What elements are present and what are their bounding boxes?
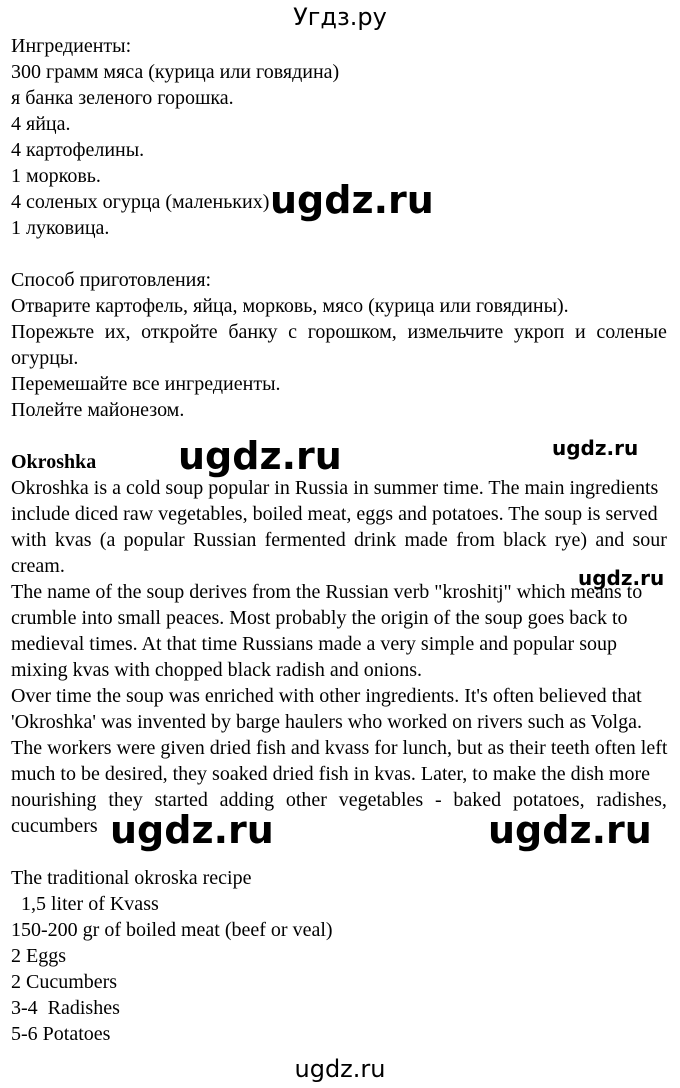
- method-title: Способ приготовления:: [11, 269, 212, 291]
- body-line: Over time the soup was enriched with other ingredients. It's often believed that: [11, 685, 642, 707]
- recipe-item: 1,5 liter of Kvass: [11, 893, 159, 915]
- method-step: огурцы.: [11, 347, 79, 369]
- site-header: Угдз.ру: [293, 3, 387, 31]
- body-line: 'Okroshka' was invented by barge haulers who worked on rivers such as Volga.: [11, 711, 642, 733]
- body-line: include diced raw vegetables, boiled meat, eggs and potatoes. The soup is served: [11, 503, 658, 525]
- watermark: ugdz.ru: [178, 434, 342, 478]
- site-footer: ugdz.ru: [294, 1055, 386, 1083]
- body-line: crumble into small peaces. Most probably the origin of the soup goes back to: [11, 607, 628, 629]
- ingredient-item: 300 грамм мяса (курица или говядина): [11, 61, 340, 83]
- recipe-item: 150-200 gr of boiled meat (beef or veal): [11, 919, 333, 941]
- body-line: cucumbers: [11, 815, 98, 837]
- ingredient-item: я банка зеленого горошка.: [11, 87, 234, 109]
- watermark: ugdz.ru: [110, 808, 274, 852]
- recipe-item: 2 Eggs: [11, 945, 66, 967]
- body-line: cream.: [11, 555, 65, 577]
- body-line: The workers were given dried fish and kvass for lunch, but as their teeth often left: [11, 737, 668, 759]
- ingredient-item: 4 соленых огурца (маленьких): [11, 191, 270, 213]
- body-line-justified: nourishing they started adding other vegetables - baked potatoes, radishes,: [11, 789, 667, 811]
- watermark-small: ugdz.ru: [552, 436, 639, 460]
- ingredient-item: 1 луковица.: [11, 217, 110, 239]
- body-line: The name of the soup derives from the Russian verb "kroshitj" which means to: [11, 581, 643, 603]
- okroshka-title: Okroshka: [11, 451, 97, 473]
- body-line-justified: with kvas (a popular Russian fermented drink made from black rye) and sour: [11, 529, 667, 551]
- method-step-justified: Порежьте их, откройте банку с горошком, измельчите укроп и соленые: [11, 321, 667, 343]
- recipe-item: 2 Cucumbers: [11, 971, 118, 993]
- ingredient-item: 4 картофелины.: [11, 139, 145, 161]
- body-line: medieval times. At that time Russians made a very simple and popular soup: [11, 633, 617, 655]
- body-line: much to be desired, they soaked dried fish in kvas. Later, to make the dish more: [11, 763, 651, 785]
- body-line: Okroshka is a cold soup popular in Russia in summer time. The main ingredients: [11, 477, 659, 499]
- recipe-item: 3-4 Radishes: [11, 997, 120, 1019]
- recipe-item: 5-6 Potatoes: [11, 1023, 111, 1045]
- watermark-small: ugdz.ru: [578, 566, 665, 590]
- watermark: ugdz.ru: [270, 178, 434, 222]
- ingredients-title: Ингредиенты:: [11, 35, 132, 57]
- body-line: mixing kvas with chopped black radish and onions.: [11, 659, 423, 681]
- method-step: Полейте майонезом.: [11, 399, 185, 421]
- ingredient-item: 1 морковь.: [11, 165, 101, 187]
- ingredient-item: 4 яйца.: [11, 113, 71, 135]
- method-step: Отварите картофель, яйца, морковь, мясо (курица или говядины).: [11, 295, 569, 317]
- method-step: Перемешайте все ингредиенты.: [11, 373, 281, 395]
- recipe-title: The traditional okroska recipe: [11, 867, 252, 889]
- watermark: ugdz.ru: [488, 808, 652, 852]
